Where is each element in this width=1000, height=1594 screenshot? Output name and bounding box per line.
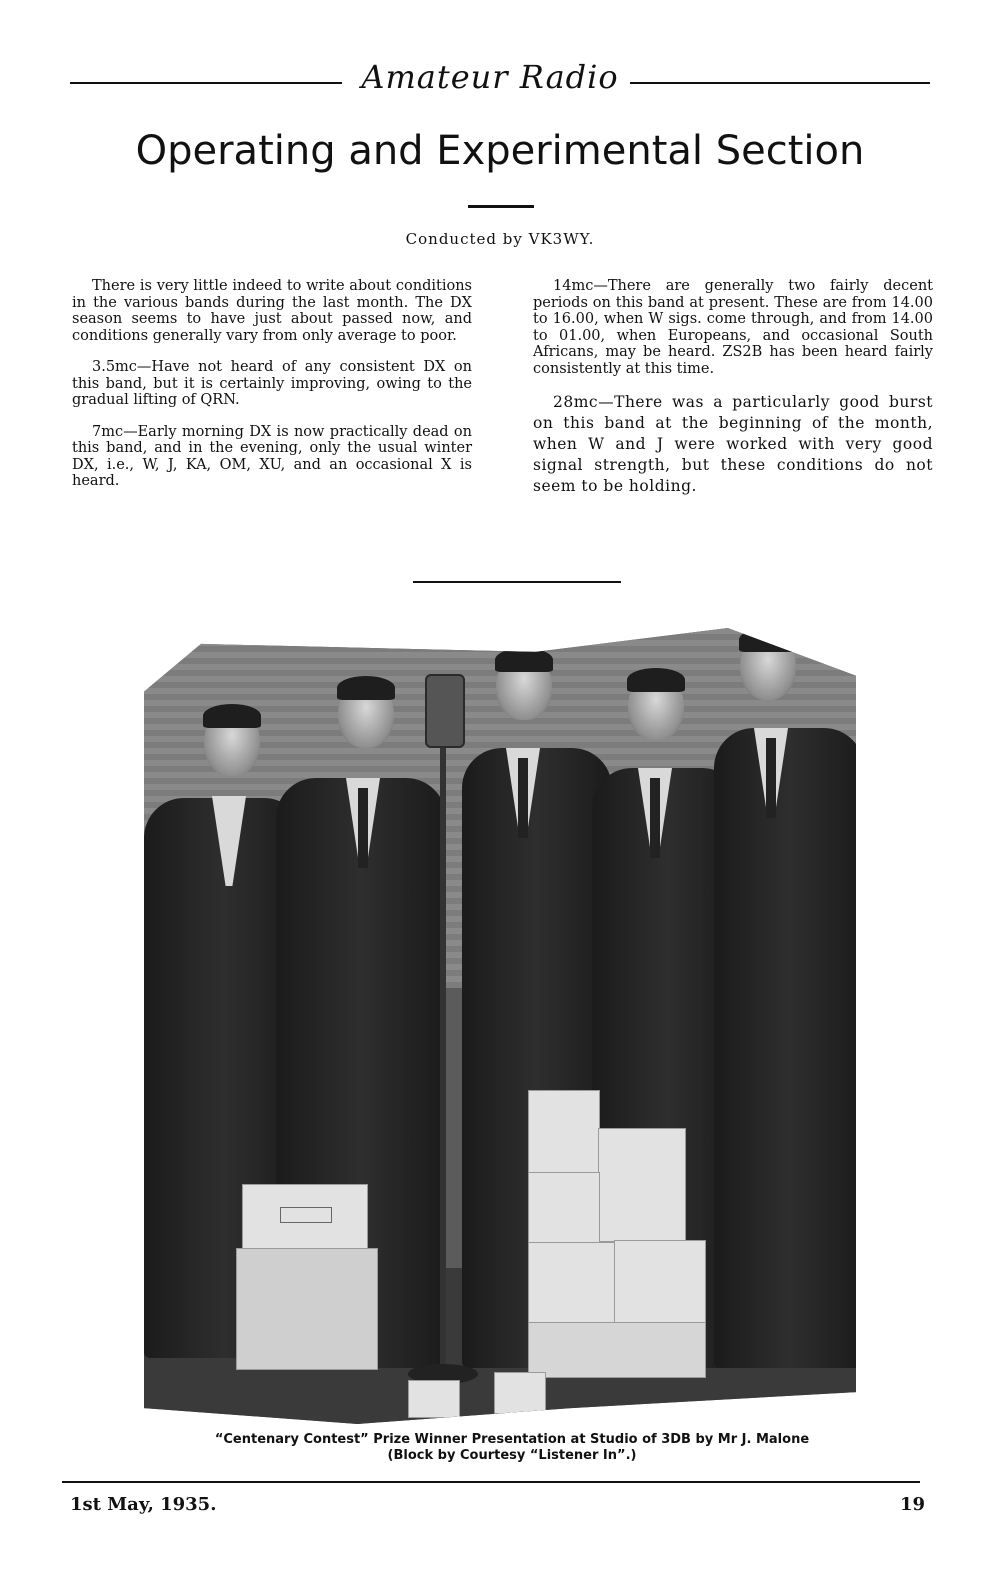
masthead-rule-right [630,82,930,84]
person-5-tie [766,738,776,818]
group-photo [144,628,856,1424]
right-column [533,278,933,512]
microphone-stand [440,728,446,1378]
person-4-tie [650,778,660,858]
person-2-tie [358,788,368,868]
person-3-hair [495,648,553,672]
microphone-icon [425,674,465,748]
photo-caption-line-2: (Block by Courtesy “Listener In”.) [387,1448,637,1463]
person-3-tie [518,758,528,838]
prize-box [528,1090,600,1174]
person-5-suit [714,728,856,1368]
person-2-hair [337,676,395,700]
person-5-hair [739,628,797,652]
prize-box [528,1242,616,1324]
masthead-brand: Amateur Radio [361,58,619,96]
prize-box-labelled [242,1184,368,1250]
prize-box [236,1248,378,1370]
paragraph-intro: There is very little indeed to write about conditions in the various bands during the last month. The DX season seems to have just about passed now, and conditions generally vary from only average to poor. [72,278,472,344]
issue-date: 1st May, 1935. [70,1494,217,1515]
page-number: 19 [900,1494,926,1515]
page-title: Operating and Experimental Section [135,128,865,174]
prize-box [528,1172,600,1244]
paragraph-3-5mc: 3.5mc—Have not heard of any consistent DX on this band, but it is certainly improving, owing to the gradual lifting of QRN. [72,359,472,408]
paragraph-7mc: 7mc—Early morning DX is now practically dead on this band, and in the evening, only the usual winter DX, i.e., W, J, KA, OM, XU, and an occasional X is heard. [72,423,472,489]
person-4-hair [627,668,685,692]
footer-rule [62,1481,920,1483]
paragraph-14mc: 14mc—There are generally two fairly decent periods on this band at present. These are from 14.00 to 16.00, when W sigs. come through, and from 14.00 to 01.00, when Europeans, and occasional South Africans, may be heard. ZS2B has been heard fairly consistently at this time. [533,278,933,377]
prize-box [598,1128,686,1242]
title-divider [468,205,534,208]
photo-caption-line-1: “Centenary Contest” Prize Winner Presentation at Studio of 3DB by Mr J. Malone [214,1432,810,1447]
masthead-rule-left [70,82,342,84]
prize-box [528,1322,706,1378]
prize-box [614,1240,706,1324]
section-divider [413,581,621,583]
paragraph-28mc: 28mc—There was a particularly good burst on this band at the beginning of the month, when W and J were worked with very good signal strength, but these conditions do not seem to be holding. [533,393,933,495]
byline: Conducted by VK3WY. [405,230,595,248]
photo-caption [0,1432,1000,1464]
person-1-hair [203,704,261,728]
prize-box [408,1380,460,1418]
masthead [70,58,930,98]
left-column [72,278,472,505]
prize-box [494,1372,546,1414]
